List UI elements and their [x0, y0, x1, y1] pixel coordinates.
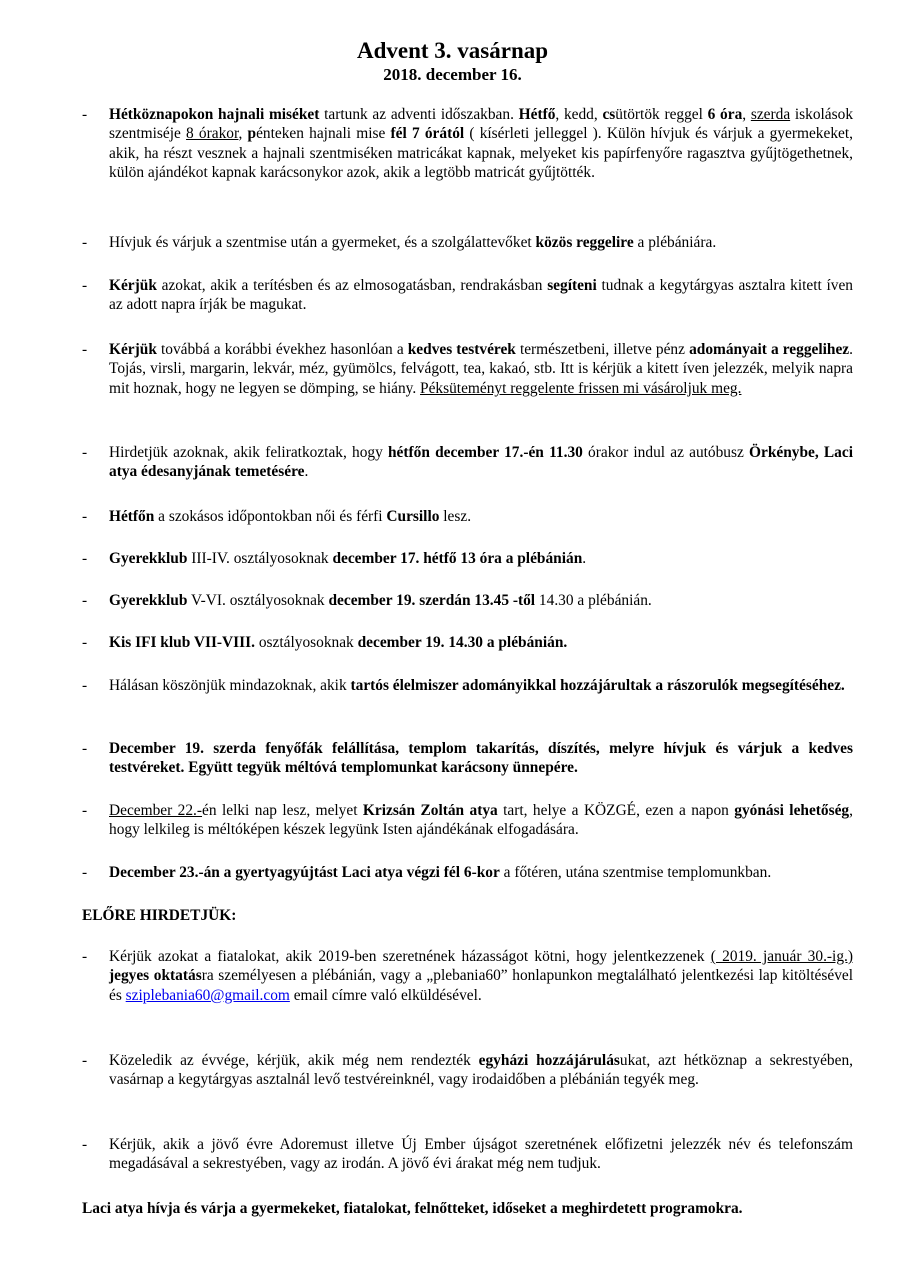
announcement-newspaper-subscription [82, 1135, 853, 1174]
text: a plébániára. [633, 234, 717, 251]
text-bold: szerda fenyőfák felállítása, templom takarítás, díszítés, melyre hívjuk és várjuk a kedves testvéreket. Együtt tegyük méltóvá templomunkat karácsony ünnepére. [109, 740, 853, 777]
text: email címre való elküldésével. [289, 986, 482, 1004]
bullet-dash: - [82, 948, 88, 965]
text: . [582, 550, 587, 567]
text: ukat, azt hétköznap a sekrestyében, vasárnap a kegytárgyas asztalnál levő testvéreinknél, vagy irodaidőben a plébánián tegyék meg. [109, 1052, 854, 1089]
announcement-bus [82, 443, 853, 482]
text: továbbá a korábbi évekhez hasonlóan a [156, 341, 408, 358]
text-bold: Kérjük [109, 277, 157, 294]
announcement-helpers [82, 276, 853, 315]
text-bold: Hétfő [518, 106, 556, 123]
text: a szokásos időpontokban női és férfi [154, 508, 387, 525]
email-link[interactable]: sziplebania60@gmail.com [125, 986, 290, 1004]
announcement-marriage-prep [82, 947, 853, 1005]
text: Kérjük azokat a fiatalokat, akik 2019-ben szeretnének házasságot kötni, hogy jelentkezzenek [109, 948, 711, 965]
text: Hívjuk és várjuk a szentmise után a gyermeket, és a szolgálattevőket [109, 234, 536, 251]
text: ( kísérleti jelleggel ). Külön hívjuk és várjuk a gyermekeket, akik, ha részt vesznek a hajnali szentmiséken matricákat kapnak, melyeket kis papírfenyőre ragasztva gyűjtögethetnek, külön ajándékot kapnak karácsonykor azok, akik a legtöbb matricát gyűjtötték. [109, 125, 853, 182]
text: én lelki nap lesz, melyet [202, 802, 363, 819]
text-bold: Hétfőn [109, 508, 155, 525]
announcement-text [109, 507, 853, 526]
bullet-dash: - [82, 444, 88, 461]
announcement-candle-lighting [82, 863, 853, 882]
text-bold: Cursillo [386, 508, 440, 525]
bullet-dash: - [82, 740, 88, 757]
text: Közeledik az évvége, kérjük, akik még nem rendezték [109, 1052, 479, 1069]
text: Kérjük, akik a jövő évre Adoremust illetve Új Ember újságot szeretnének előfizetni jelezzék név és telefonszám megadásával a sekrestyében, vagy az irodán. A jövő évi árakat még nem tudjuk. [109, 1136, 853, 1173]
text-bold: december 19. 14.30 a plébánián. [357, 634, 568, 651]
text: tudnak a kegytárgyas asztalra kitett íven az adott napra írják be magukat. [109, 277, 854, 314]
announcement-text [109, 947, 853, 1005]
announcement-youth-club [82, 633, 853, 652]
text-bold: Örkénybe, Laci atya édesanyjának temetésére [109, 444, 853, 481]
text: , [742, 106, 751, 123]
text: tart, helye a KÖZGÉ, ezen a napon [497, 802, 735, 819]
bullet-dash: - [82, 677, 88, 694]
text-bold: December 23.-án a gyertyagyújtást Laci atya végzi fél 6-kor [109, 864, 500, 881]
announcement-donations [82, 340, 853, 398]
text: a főtéren, utána szentmise templomunkban. [499, 864, 772, 881]
text-bold: közös reggelire [535, 234, 634, 251]
text-underlined: 8 órakor [186, 125, 239, 143]
text-bold: December 19. [109, 740, 204, 757]
text: , [238, 125, 248, 143]
bullet-dash: - [82, 550, 88, 567]
bullet-dash: - [82, 1136, 88, 1153]
announcement-church-contribution [82, 1051, 853, 1090]
text-bold: cs [602, 106, 616, 123]
bullet-dash: - [82, 1052, 88, 1069]
announcement-text [109, 233, 853, 252]
text: 14.30 a plébánián. [535, 592, 652, 609]
text: . [304, 463, 309, 481]
bullet-dash: - [82, 341, 88, 358]
bullet-dash: - [82, 106, 88, 123]
text-bold: tartós élelmiszer adományikkal hozzájárultak a rászorulók megsegítéséhez. [350, 677, 845, 694]
text: osztályosoknak [255, 634, 358, 651]
text-bold: p [247, 125, 257, 143]
text-bold: december 17. hétfő 13 óra a plébánián [332, 550, 583, 567]
text: III-IV. osztályosoknak [187, 550, 333, 567]
text: természetbeni, illetve pénz [515, 341, 690, 358]
announcement-text [109, 105, 853, 183]
text-bold: Hétköznapokon hajnali miséket [109, 106, 320, 123]
text: énteken hajnali mise [256, 125, 391, 143]
bullet-dash: - [82, 508, 88, 525]
text: . Tojás, virsli, margarin, lekvár, méz, gyümölcs, felvágott, tea, kakaó, stb. Itt is kérjük a kitett íven jelezzék, melyik napra mit hoznak, hogy ne legyen se dömping, se hiány. [109, 341, 853, 397]
announcement-text [109, 801, 853, 840]
closing-invitation: Laci atya hívja és várja a gyermekeket, fiatalokat, felnőtteket, időseket a meghirdetett programokra. [82, 1200, 743, 1217]
text-bold: Kérjük [109, 341, 157, 358]
text-bold: fél 7 órától [390, 125, 465, 143]
bullet-dash: - [82, 277, 88, 294]
announcement-text [109, 549, 853, 568]
text: ütörtök reggel [615, 106, 708, 123]
announcement-text [109, 676, 853, 695]
bullet-dash: - [82, 592, 88, 609]
text: , hogy lelkileg is méltóképen készek legyünk Isten ajándékának elfogadására. [109, 802, 853, 839]
announcement-text [109, 443, 853, 482]
announcement-text [109, 1051, 853, 1090]
page-date: 2018. december 16. [383, 65, 522, 84]
text-bold: 6 óra [707, 106, 743, 123]
page-title: Advent 3. vasárnap [356, 38, 549, 63]
text-bold: jegyes oktatás [109, 967, 202, 985]
announcement-morning-masses [82, 105, 853, 183]
announcement-decoration [82, 739, 853, 778]
announcement-text [109, 863, 853, 882]
text-bold: segíteni [547, 277, 597, 294]
text: , kedd, [555, 106, 603, 123]
text: Hirdetjük azoknak, akik feliratkoztak, hogy [109, 444, 388, 461]
text: azokat, akik a terítésben és az elmosogatásban, rendrakásban [156, 277, 548, 294]
text-underlined: szerda [750, 106, 791, 123]
text-bold: egyházi hozzájárulás [478, 1052, 620, 1069]
section-heading: ELŐRE HIRDETJÜK: [82, 907, 237, 924]
text: iskolások szentmiséje [109, 106, 854, 143]
text: V-VI. osztályosoknak [187, 592, 329, 609]
text-bold: hétfőn december 17.-én 11.30 [388, 444, 583, 461]
text-bold: december 19. szerdán 13.45 -től [328, 592, 536, 609]
announcement-text [109, 276, 853, 315]
text-underlined: December 22.- [109, 802, 203, 819]
announcement-retreat-day [82, 801, 853, 840]
text-bold: adományait a reggelihez [689, 341, 850, 358]
text-underlined: Péksüteményt reggelente frissen mi vásároljuk meg. [420, 379, 742, 397]
text-bold: Krizsán Zoltán atya [362, 802, 498, 819]
text: ra személyesen a plébánián, vagy a „plebania60” honlapunkon megtalálható jelentkezési lap kitöltésével és [109, 967, 853, 1004]
announcement-kids-club-5-6 [82, 591, 853, 610]
bullet-dash: - [82, 234, 88, 251]
text: lesz. [439, 508, 472, 525]
announcement-breakfast [82, 233, 853, 252]
text-bold: Gyerekklub [109, 550, 188, 567]
text-bold: Gyerekklub [109, 592, 188, 609]
text-bold: gyónási lehetőség [734, 802, 850, 819]
text: tartunk az adventi időszakban. [319, 106, 519, 123]
text: órakor indul az autóbusz [582, 444, 750, 461]
text-bold: Kis IFI klub VII-VIII. [109, 634, 255, 651]
bullet-dash: - [82, 864, 88, 881]
text: Hálásan köszönjük mindazoknak, akik [109, 677, 351, 694]
bullet-dash: - [82, 634, 88, 651]
announcement-text [109, 633, 853, 652]
announcement-text [109, 340, 853, 398]
announcement-cursillo [82, 507, 853, 526]
announcement-text [109, 739, 853, 778]
announcement-thanks [82, 676, 853, 695]
announcement-text [109, 1135, 853, 1174]
announcement-kids-club-3-4 [82, 549, 853, 568]
text-bold: kedves testvérek [407, 341, 516, 358]
text-underlined: ( 2019. január 30.-ig.) [710, 948, 853, 965]
bullet-dash: - [82, 802, 88, 819]
announcement-text [109, 591, 853, 610]
